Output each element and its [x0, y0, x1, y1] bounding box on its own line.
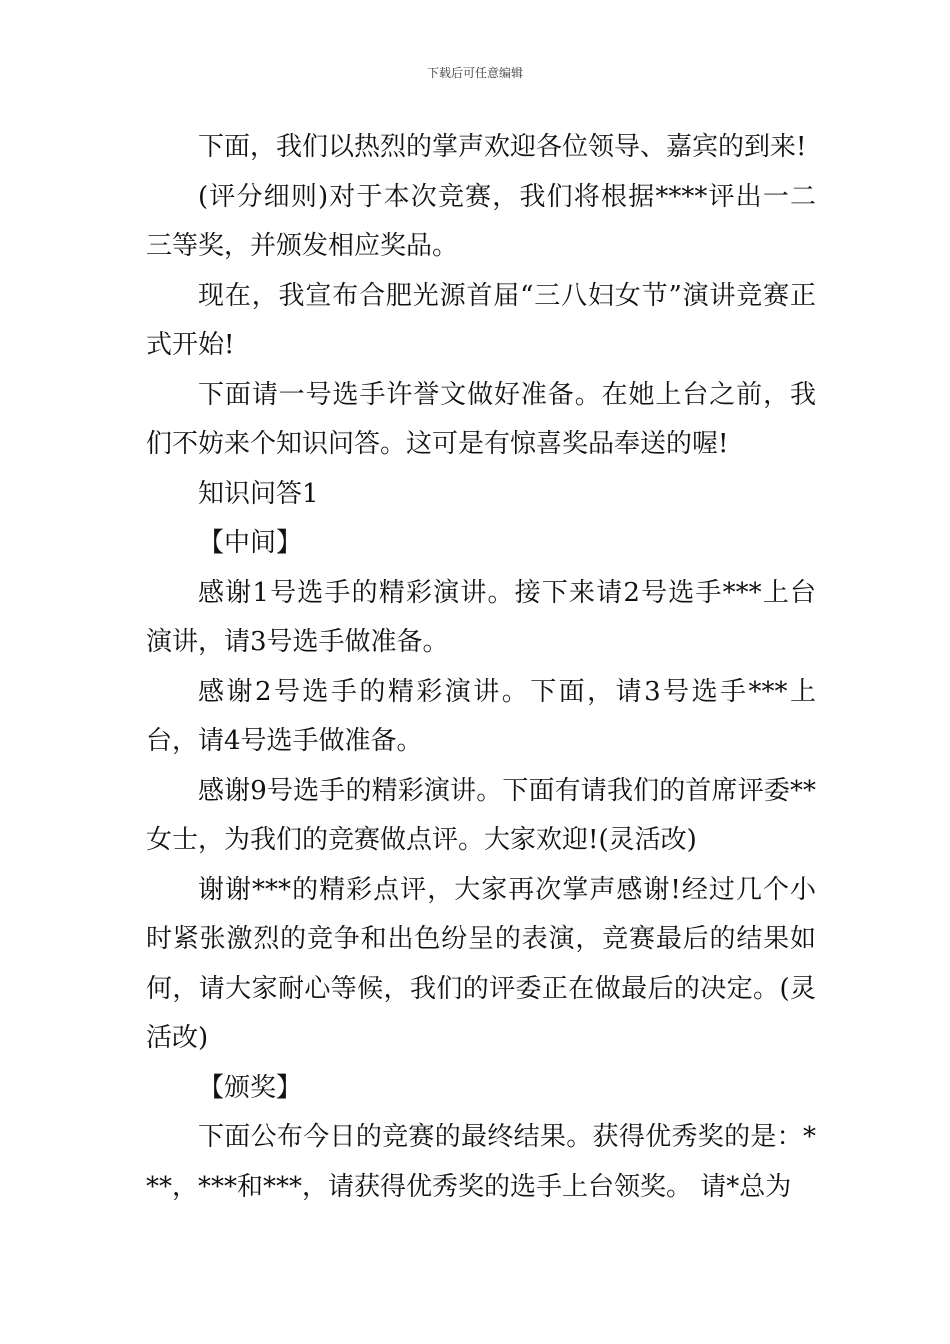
paragraph-results: 下面公布今日的竞赛的最终结果。获得优秀奖的是：***，***和***，请获得优秀奖的选手上台领奖。 请*总为 — [146, 1122, 816, 1202]
paragraph-first-contestant: 下面请一号选手许誉文做好准备。在她上台之前，我们不妨来个知识问答。这可是有惊喜奖品奉送的喔! — [146, 379, 816, 459]
paragraph-judge-comment: 感谢9号选手的精彩演讲。下面有请我们的首席评委**女士，为我们的竞赛做点评。大家欢迎!(灵活改) — [146, 775, 816, 855]
paragraph-welcome: 下面，我们以热烈的掌声欢迎各位领导、嘉宾的到来! — [198, 132, 807, 162]
paragraph-quiz-heading: 知识问答1 — [198, 478, 319, 509]
section-heading-awards: 【颁奖】 — [198, 1072, 303, 1103]
header-note: 下载后可任意编辑 — [426, 66, 523, 80]
paragraph-contestant-3: 感谢2号选手的精彩演讲。下面，请3号选手***上台，请4号选手做准备。 — [146, 676, 816, 756]
section-heading-middle: 【中间】 — [198, 528, 303, 558]
paragraph-opening: 现在，我宣布合肥光源首届“三八妇女节”演讲竞赛正式开始! — [146, 280, 816, 360]
paragraph-awaiting-results: 谢谢***的精彩点评，大家再次掌声感谢!经过几个小时紧张激烈的竞争和出色纷呈的表演，竞赛最后的结果如何，请大家耐心等候，我们的评委正在做最后的决定。(灵活改) — [146, 874, 816, 1053]
paragraph-contestant-2: 感谢1号选手的精彩演讲。接下来请2号选手***上台演讲，请3号选手做准备。 — [146, 577, 816, 657]
paragraph-scoring-rules: (评分细则)对于本次竞赛，我们将根据****评出一二三等奖，并颁发相应奖品。 — [146, 181, 816, 261]
document-body — [146, 123, 816, 1212]
